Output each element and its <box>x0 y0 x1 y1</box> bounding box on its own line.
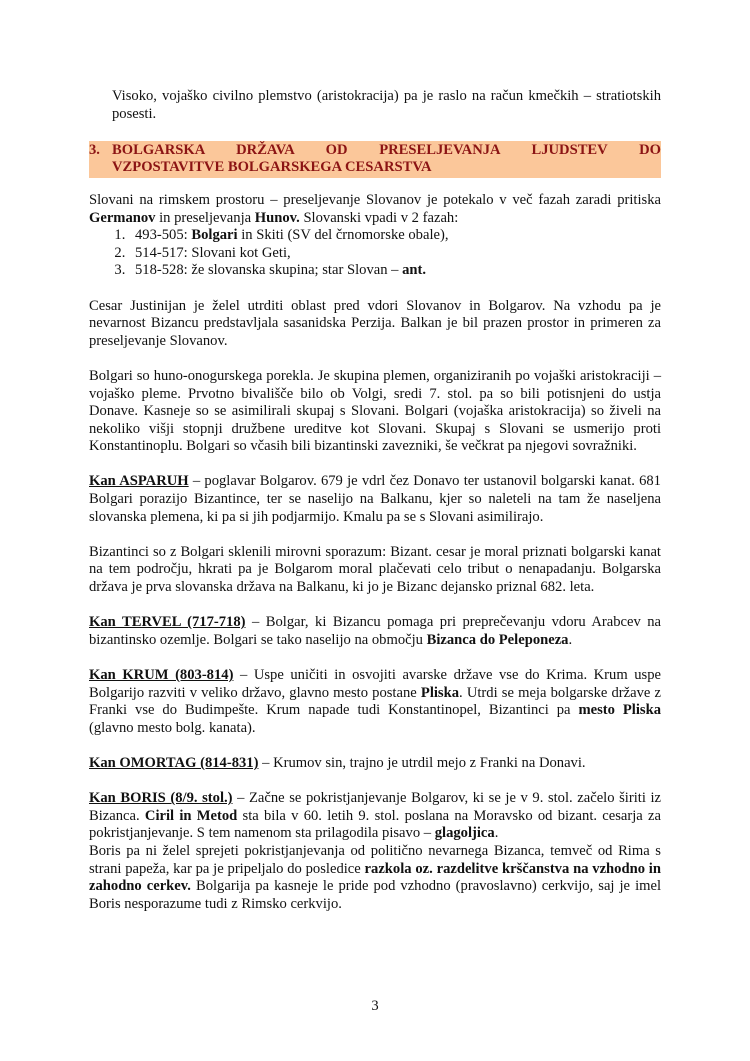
heading-line: VZPOSTAVITVE BOLGARSKEGA CESARSTVA <box>112 159 432 176</box>
paragraph <box>89 473 661 526</box>
section-label: Kan KRUM (803-814) <box>89 667 234 683</box>
text-run: in preseljevanja <box>155 209 255 226</box>
text-run: Boris pa ni želel sprejeti pokristjanjevanja od politično nevarnega Bizanca, temveč od Rima s strani papeža, kar pa je pripeljalo do posledice <box>89 842 661 877</box>
paragraph <box>89 544 661 597</box>
bold-text: Bizanca do Peleponeza <box>426 631 569 648</box>
text-run: Slovanski vpadi v 2 fazah: <box>299 209 459 226</box>
section-heading <box>89 141 661 178</box>
bold-text: ant. <box>402 262 427 279</box>
heading-line: BOLGARSKA DRŽAVA OD PRESELJEVANJA LJUDSTEV DO <box>112 141 661 158</box>
document-body <box>89 88 661 931</box>
text-run: 518-528: že slovanska skupina; star Slovan – <box>135 262 403 279</box>
heading-number: 3. <box>89 141 100 158</box>
text-run: – Krumov sin, trajno je utrdil mejo z Franki na Donavi. <box>258 754 586 771</box>
heading-text <box>112 142 661 177</box>
section-label: Kan BORIS (8/9. stol.) <box>89 790 233 807</box>
text-run: Visoko, vojaško civilno plemstvo (aristokracija) pa je raslo na račun kmečkih – stratiotskih posesti. <box>112 88 661 122</box>
text-run: in Skiti (SV del črnomorske obale), <box>237 227 449 244</box>
text-run: Bizantinci so z Bolgari sklenili mirovni sporazum: Bizant. cesar je moral priznati bolgarski kanat na tem področju, hkrati pa je Bolgarom moral plačevati celo tribut o nenapadanju. Bolgarska država je prva slovanska država na Balkanu, ki jo je Bizanc dejansko priznal 682. leta. <box>89 543 661 596</box>
paragraph <box>89 368 661 456</box>
list-item <box>129 227 661 245</box>
text-run: – Bolgar, ki Bizancu pomaga pri preprečevanju vdoru Arabcev na bizantinsko ozemlje. Bolgari se tako naselijo na območju <box>89 614 661 648</box>
text-run: . Utrdi se meja bolgarske države z Franki vse do Budimpešte. Krum napade tudi Konstantinopel, Bizantinci pa <box>89 684 662 719</box>
text-run: 493-505: <box>135 227 192 244</box>
paragraph <box>89 298 661 351</box>
text-run: 514-517: Slovani kot Geti, <box>135 244 291 261</box>
bold-text: razkola oz. razdelitve krščanstva na vzhodno in zahodno cerkev. <box>89 860 661 895</box>
text-run: Slovani na rimskem prostoru – preseljevanje Slovanov je potekalo v več fazah zaradi pritiska <box>89 191 661 208</box>
bold-text: Germanov <box>89 209 156 226</box>
bold-text: mesto Pliska <box>578 702 661 719</box>
bold-text: Bolgari <box>191 227 238 244</box>
bold-text: Pliska <box>420 684 460 701</box>
text-run: . <box>494 825 499 842</box>
text-run: – Uspe uničiti in osvojiti avarske države vse do Krima. Krum uspe Bolgarijo razviti v veliko državo, glavno mesto postane <box>89 667 661 701</box>
list-item <box>129 262 661 280</box>
list-item <box>129 245 661 263</box>
text-run: sta bila v 60. letih 9. stol. poslana na Moravsko od bizant. cesarja za pokristjanjevanje. S tem namenom sta prilagodila pisavo – <box>89 807 661 842</box>
text-run: – poglavar Bolgarov. 679 je vdrl čez Donavo ter ustanovil bolgarski kanat. 681 Bolgari porazijo Bizantince, ter se naselijo na Balkanu, kjer so naleteli na tam že naseljena slovanska plemena, ki pa si jih podjarmijo. Kmalu pa se s Slovani asimilirajo. <box>89 473 661 525</box>
bold-text: Hunov. <box>254 209 300 226</box>
paragraph <box>89 843 661 913</box>
paragraph <box>89 192 661 227</box>
paragraph <box>89 790 661 843</box>
paragraph <box>112 88 661 123</box>
section-label: Kan OMORTAG (814-831) <box>89 754 259 771</box>
text-run: (glavno mesto bolg. kanata). <box>89 719 256 736</box>
paragraph <box>89 755 661 773</box>
text-run: Bolgarija pa kasneje le pride pod vzhodno (pravoslavno) cerkvijo, saj je imel Boris nesporazume tudi z Rimsko cerkvijo. <box>89 878 662 912</box>
page-number: 3 <box>371 998 379 1014</box>
section-label: Kan TERVEL (717-718) <box>89 614 246 631</box>
paragraph <box>89 614 661 649</box>
paragraph <box>89 667 661 737</box>
text-run: . <box>568 631 573 648</box>
text-run: Cesar Justinijan je želel utrditi oblast pred vdori Slovanov in Bolgarov. Na vzhodu pa je nevarnost Bizancu predstavljala sasanidska Perzija. Balkan je bil prazen prostor in primeren za preseljevanje Slovanov. <box>89 297 661 349</box>
bold-text: Ciril in Metod <box>144 807 238 824</box>
bold-text: glagoljica <box>434 825 495 842</box>
text-run: – Začne se pokristjanjevanje Bolgarov, ki se je v 9. stol. začelo širiti iz Bizanca. <box>89 790 662 824</box>
text-run: Bolgari so huno-onogurskega porekla. Je skupina plemen, organiziranih po vojaški aristokraciji – vojaško pleme. Prvotno bivališče bilo ob Volgi, sredi 7. stol. pa so bili potisnjeni do ustja Donave. Kasneje so se asimilirali skupaj s Slovani. Bolgari (vojaška aristokracija) so živeli na nekoliko višji stopnji družbene ureditve kot Slovani. Skupaj s Slovani se usmerijo proti Konstantinoplu. Bolgari so včasih bili bizantinski zavezniki, še večkrat pa njegovi sovražniki. <box>89 367 661 455</box>
numbered-list <box>89 227 661 280</box>
section-label: Kan ASPARUH <box>89 473 189 490</box>
